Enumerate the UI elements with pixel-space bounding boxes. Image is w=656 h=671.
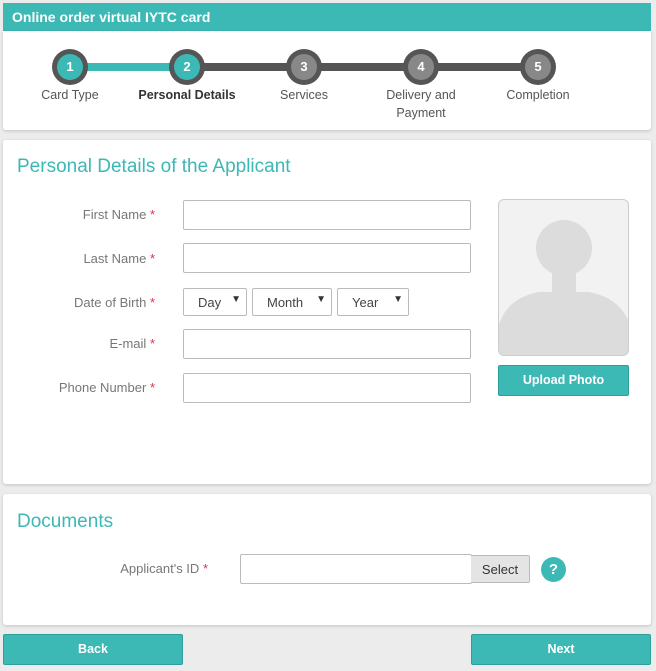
step-4-number: 4 [408,54,434,80]
step-2-label: Personal Details [138,88,236,102]
applicant-id-file-input[interactable] [240,554,472,584]
email-input[interactable] [183,329,471,359]
step-3-label: Services [280,88,328,102]
personal-details-title: Personal Details of the Applicant [17,156,291,177]
last-name-label: Last Name * [83,251,155,266]
personal-details-panel [3,140,651,484]
help-icon[interactable]: ? [541,557,566,582]
step-5-number: 5 [525,54,551,80]
dob-day-select[interactable]: Day ▼ [183,288,247,316]
select-file-button[interactable]: Select [471,555,530,583]
progress-stepper [3,31,651,130]
step-4-label: Delivery and Payment [386,88,456,120]
step-5-label: Completion [506,88,570,102]
photo-placeholder [498,199,629,356]
step-1-label: Card Type [41,88,99,102]
chevron-down-icon: ▼ [393,294,403,305]
dob-year-select[interactable]: Year ▼ [337,288,409,316]
chevron-down-icon: ▼ [316,294,326,305]
step-5-indicator[interactable] [520,49,556,85]
phone-number-input[interactable] [183,373,471,403]
step-4-indicator[interactable] [403,49,439,85]
first-name-label: First Name * [82,207,155,222]
last-name-input[interactable] [183,243,471,273]
next-button[interactable]: Next [471,634,651,665]
step-2-number: 2 [174,54,200,80]
documents-panel [3,494,651,625]
step-3-number: 3 [291,54,317,80]
documents-title: Documents [17,511,114,532]
step-3-indicator[interactable] [286,49,322,85]
step-2-indicator[interactable] [169,49,205,85]
email-label: E-mail * [109,336,155,351]
back-button[interactable]: Back [3,634,183,665]
date-of-birth-label: Date of Birth * [74,295,155,310]
page-header [3,3,651,32]
applicant-id-label: Applicant's ID * [120,561,208,576]
phone-number-label: Phone Number * [58,380,155,395]
page-title: Online order virtual IYTC card [12,9,211,25]
step-track-remaining [187,63,538,71]
dob-month-select[interactable]: Month ▼ [252,288,332,316]
upload-photo-button[interactable]: Upload Photo [498,365,629,396]
step-1-indicator[interactable] [52,49,88,85]
avatar-silhouette-icon [499,200,629,356]
first-name-input[interactable] [183,200,471,230]
step-1-number: 1 [57,54,83,80]
chevron-down-icon: ▼ [231,294,241,305]
